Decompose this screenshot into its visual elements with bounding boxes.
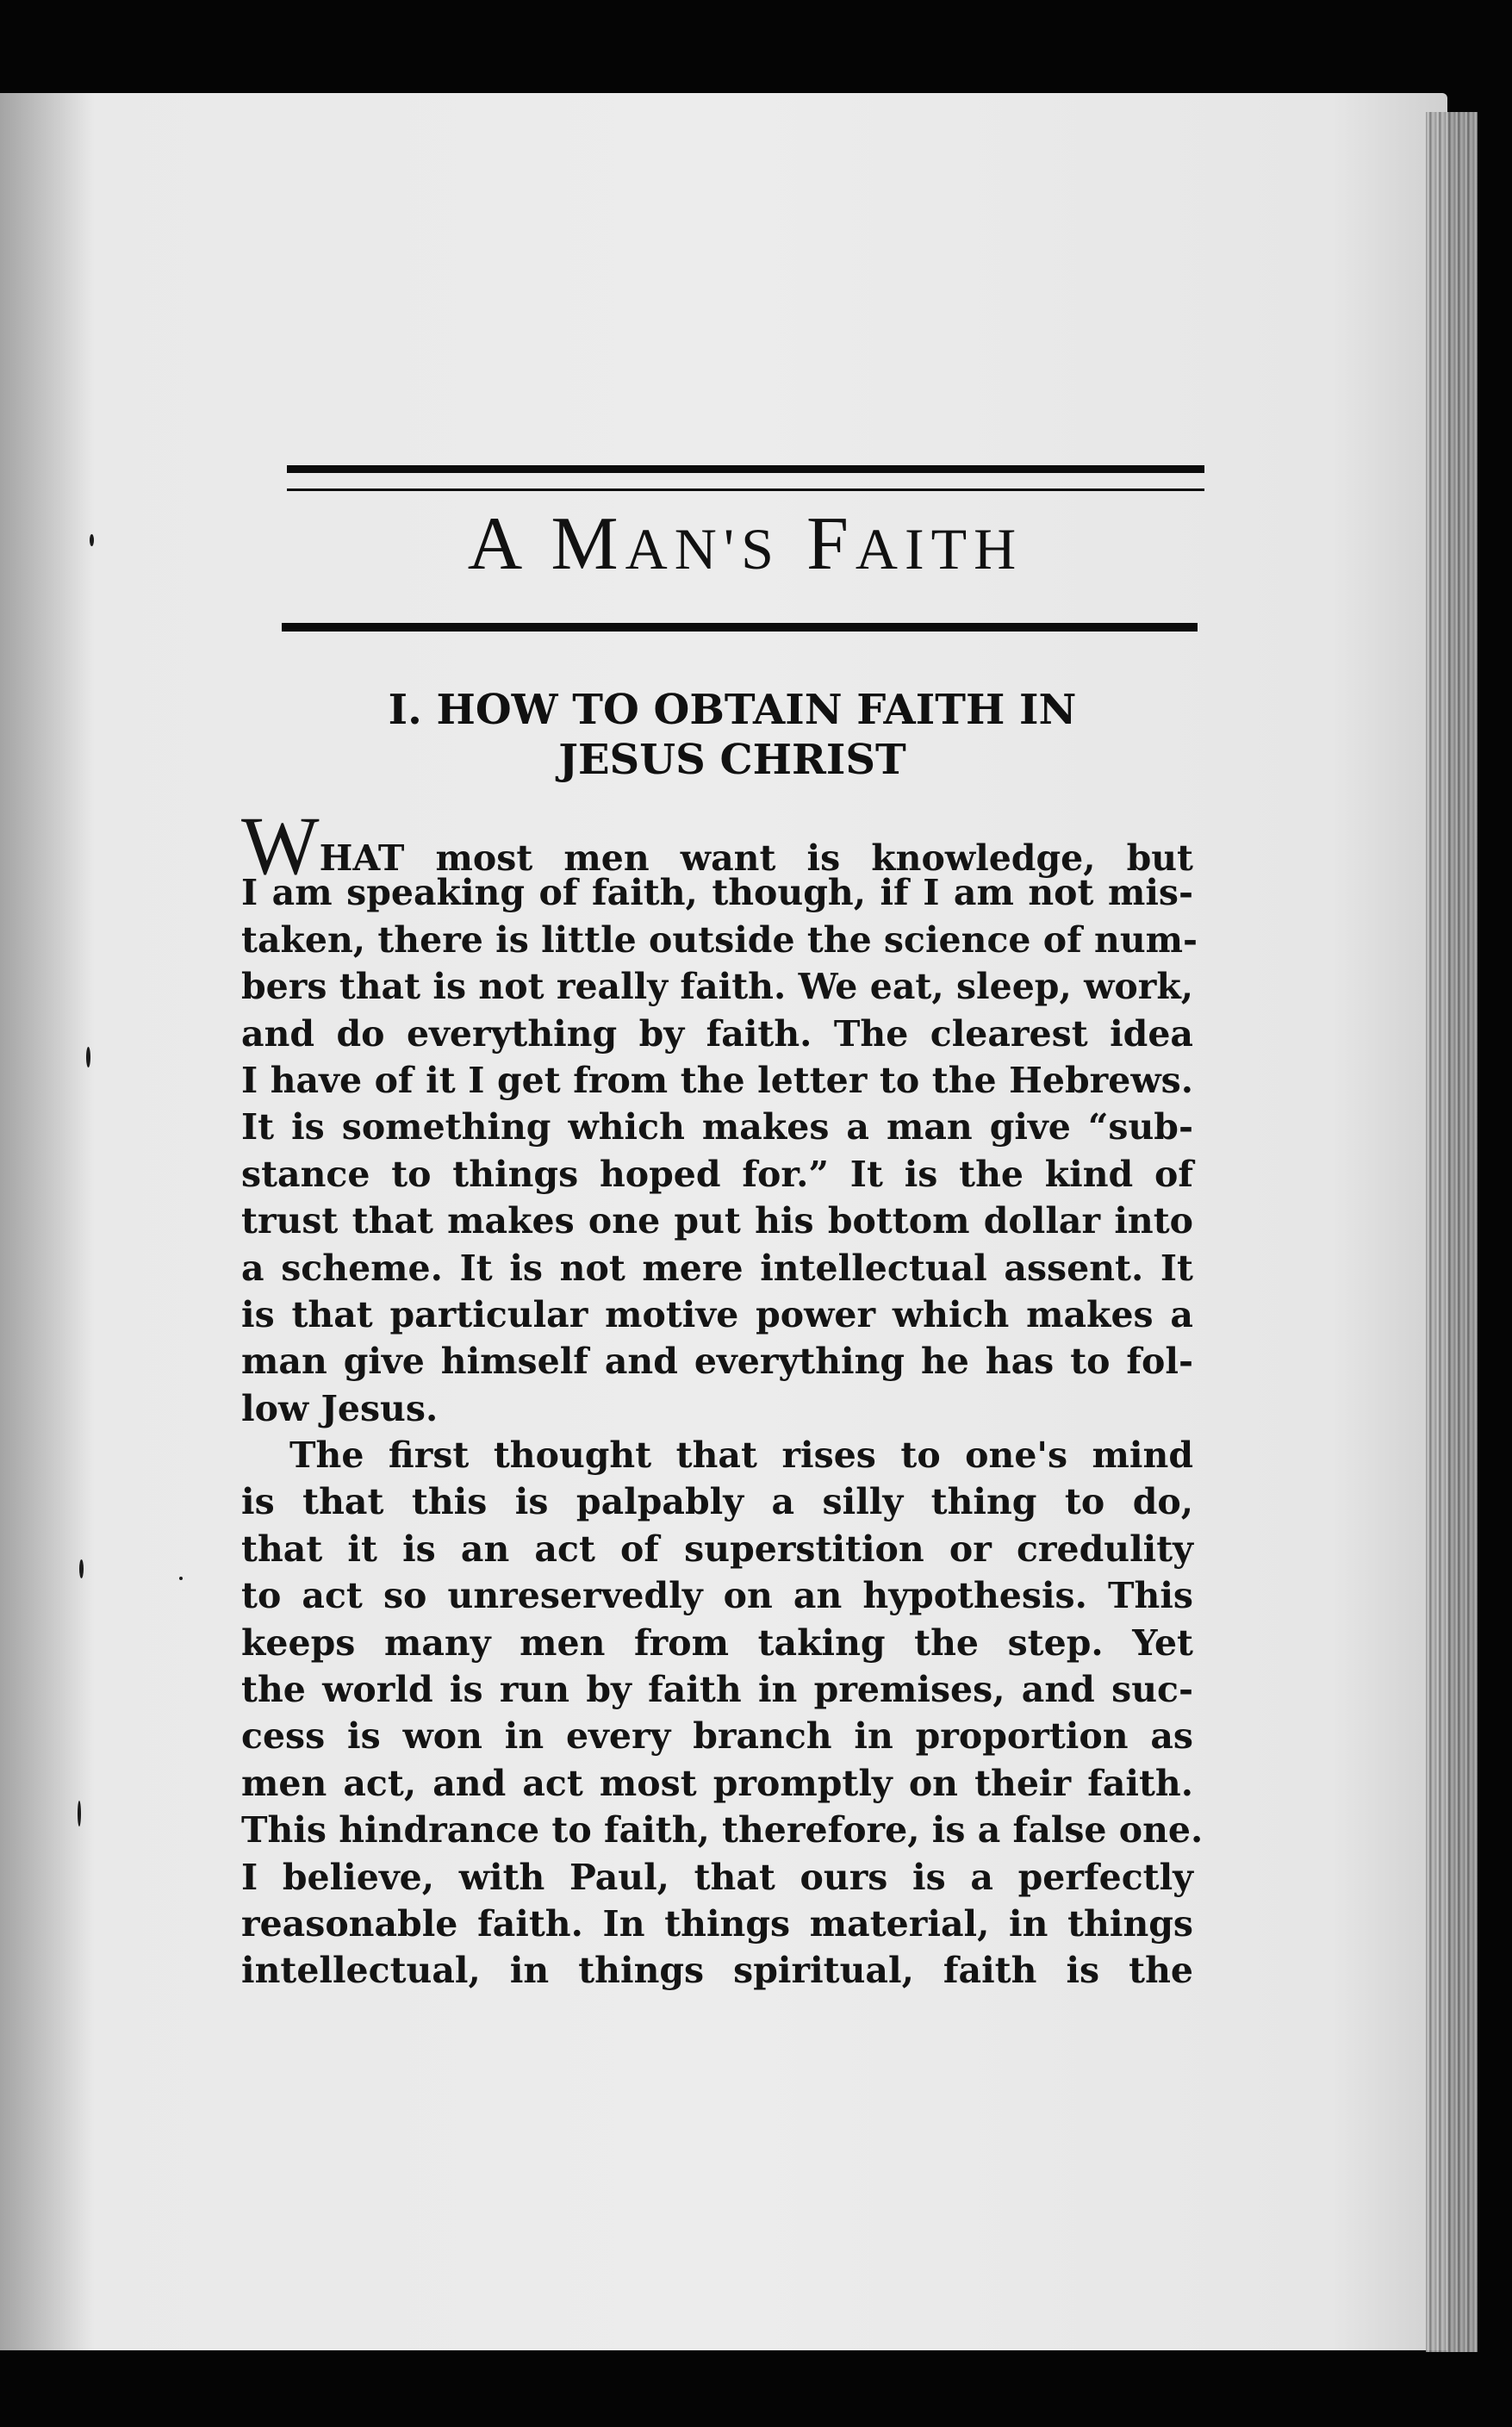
text-line: men act, and act most promptly on their faith.	[241, 1762, 1193, 1804]
title-initial-m: M	[551, 502, 625, 586]
text-line: It is something which makes a man give “sub-	[241, 1106, 1193, 1148]
title-rest-faith: AITH	[855, 516, 1024, 582]
text-line: cess is won in every branch in proportion as	[241, 1715, 1193, 1758]
title-underline-rule	[282, 623, 1198, 632]
text-line: stance to things hoped for.” It is the kind of	[241, 1153, 1193, 1195]
top-rule-thick	[287, 465, 1204, 473]
text-line: bers that is not really faith. We eat, sleep, work,	[241, 966, 1193, 1008]
text-line: trust that makes one put his bottom dollar into	[241, 1200, 1193, 1242]
text-line: to act so unreservedly on an hypothesis. This	[241, 1575, 1193, 1617]
dust-speck	[79, 1559, 84, 1578]
text-line: is that particular motive power which makes a	[241, 1293, 1193, 1335]
text-line-content: HAT most men want is knowledge, but	[319, 837, 1193, 879]
title-initial-f: F	[806, 502, 856, 586]
body-text	[241, 800, 1204, 1994]
drop-cap: W	[241, 800, 320, 892]
text-line	[241, 800, 1193, 892]
text-line: I have of it I get from the letter to the Hebrews.	[241, 1059, 1193, 1101]
gutter-shadow	[0, 93, 95, 2350]
text-line: a scheme. It is not mere intellectual assent. It	[241, 1247, 1193, 1289]
text-line: I believe, with Paul, that ours is a perfectly	[241, 1856, 1193, 1898]
book-title	[284, 502, 1206, 586]
text-line: man give himself and everything he has to fol-	[241, 1341, 1193, 1383]
text-line: keeps many men from taking the step. Yet	[241, 1621, 1193, 1664]
title-initial-a: A	[467, 502, 526, 586]
text-line: and do everything by faith. The clearest idea	[241, 1012, 1193, 1055]
dust-speck	[78, 1801, 81, 1826]
chapter-heading-line-2: JESUS CHRIST	[558, 736, 906, 784]
text-line: taken, there is little outside the science of num-	[241, 918, 1198, 961]
text-line: I am speaking of faith, though, if I am not mis-	[241, 872, 1193, 914]
dust-speck	[90, 534, 94, 546]
text-line: The first thought that rises to one's mind	[289, 1434, 1193, 1477]
title-rest-mans: AN'S	[625, 516, 781, 582]
text-line: is that this is palpably a silly thing to do,	[241, 1481, 1193, 1523]
text-line: low Jesus.	[241, 1387, 439, 1429]
chapter-heading-line-1: I. HOW TO OBTAIN FAITH IN	[388, 686, 1077, 734]
text-line: the world is run by faith in premises, and suc-	[241, 1669, 1193, 1711]
dust-speck	[86, 1047, 90, 1067]
dust-speck	[179, 1577, 183, 1580]
page-edge-stack	[1426, 112, 1478, 2352]
text-line: that it is an act of superstition or credulity	[241, 1528, 1193, 1570]
chapter-heading	[310, 685, 1154, 785]
text-line: This hindrance to faith, therefore, is a false one.	[241, 1809, 1204, 1851]
text-line: reasonable faith. In things material, in things	[241, 1902, 1193, 1945]
top-rule-thin	[287, 489, 1204, 491]
text-line: intellectual, in things spiritual, faith is the	[241, 1950, 1193, 1992]
